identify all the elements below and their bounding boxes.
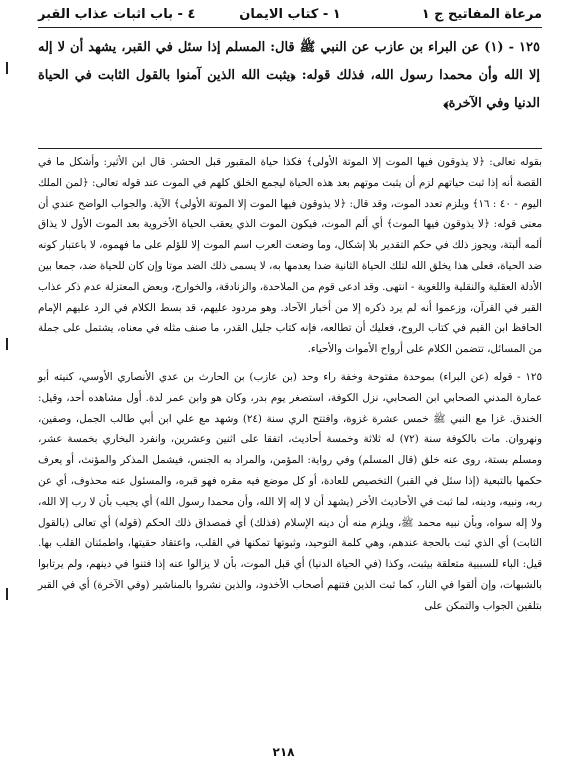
margin-mark: [6, 62, 8, 74]
margin-mark: [6, 338, 8, 350]
running-header: [38, 4, 542, 26]
header-volume: مرعاة المفاتيح ج ١: [421, 7, 542, 22]
separator-rule: [38, 148, 542, 149]
commentary-hadith-125: ١٢٥ - قوله (عن البراء) بموحدة مفتوحة وخفة راء وحد (بن عازب) بن الحارث بن عدي الأنصاري الأوسي، كنيته أبو عمارة المدني الصحابي ابن الصحابي، نزل الكوفة، استصغر يوم بدر، وكان هو وابن عمر لدة. أول مشاهده أحد، وقيل: الخندق. غزا مع النبي ﷺ خمس عشرة غزوة، وافتتح الري سنة (٢٤) وشهد مع علي ابن أبي طالب الجمل، وصفين، ونهروان. مات بالكوفة سنة (٧٢) له ثلاثة وخمسة أحاديث، اتفقا على اثنين وعشرين، وانفرد البخاري بخمسة عشر، ومسلم بستة، روى عنه خلق (قال المسلم) وفي رواية: المؤمن، والمراد به الجنس، فيشمل المذكر والمؤنث، أو يعرف حكمها بالتبعية (إذا سئل في القبر) التخصيص للعادة، أو كل موضع فيه مقره فهو قبره، والمسئول عنه محذوف، أي عن ربه، ونبيه، ودينه، لما ثبت في الأحاديث الأخر (يشهد أن لا إله إلا الله، وأن محمدا رسول الله) أي يجيب بأن لا رب إلا الله، ولا إله سواه، وبأن نبيه محمد ﷺ، ويلزم منه أن دينه الإسلام (فذلك) أي فمصداق ذلك الحكم (قوله) أي تعالى (بالقول الثابت) أي الذي ثبت بالحجة عندهم، وهي كلمة التوحيد، وثبوتها تمكنها في القلب، واعتقاد حقيتها، واطمئنان القلب بها. قيل: الباء للسببية متعلقة بيثبت، وكذا (في الحياة الدنيا) أي قبل الموت، بأن لا يزالوا عنه إذا فتنوا في دينهم، ولم يرتابوا بالشبهات، وإن ألقوا في النار، كما ثبت الذين فتنهم أصحاب الأخدود، والذين نشروا بالمناشير (وفي الآخرة) أي في القبر بتلقين الجواب والتمكن على: [38, 371, 543, 612]
commentary-continued: بقوله تعالى: ﴿لا يذوقون فيها الموت إلا الموتة الأولى﴾ فكذا حياة المقبور قبل الحشر. قال ابن الأثير: وأشكل ما في القصة أنه إذا ثبت حياتهم لزم أن يثبت موتهم بعد هذه الحياة ليجمع الخلق كلهم في الموت عند قوله تعالى: ﴿لمن الملك اليوم - ٤٠ : ١٦﴾ ويلزم تعدد الموت، وقد قال: ﴿لا يذوقون فيها الموت إلا الموتة الأولى﴾ الآية. والجواب الواضح عندي أن معنى قوله: ﴿لا يذوقون فيها الموت﴾ أي ألم الموت، فيكون الموت الذي يعقب الحياة الأخروية بعد الموت الأول لا يذاق ألمه ألبتة، ويجوز ذلك في حكم التقدير بلا إشكال، وما وضعت العرب اسم الموت إلا للؤلم على ما فهموه، لا باعتبار كونه ضد الحياة، فعلى هذا يخلق الله لتلك الحياة الثانية ضدا يعدمها به، لا يسمى ذلك الضد موتا وإن كان للحياة ضد، جمعا بين الأدلة العقلية والنقلية واللغوية - انتهى. وقد ادعى قوم من الملاحدة، والزنادقة، والخوارج، وبعض المعتزلة عدم ذكر عذاب القبر في القرآن، وزعموا أنه لم يرد ذكره إلا من أخبار الآحاد. وهو مردود عليهم، قد بسط الكلام في الرد عليهم الإمام الحافظ ابن القيم في كتاب الروح، فعليك أن تطالعه، فإنه كتاب جليل القدر، ما صنف مثله في معناه، يشتمل على جملة من المسائل، تتضمن الكلام على أرواح الأموات والأحياء.: [38, 156, 543, 356]
page-number: ٢١٨: [272, 745, 295, 759]
header-rule: [38, 27, 542, 28]
header-book: ١ - كتاب الايمان: [239, 7, 341, 22]
margin-mark: [6, 588, 8, 600]
hadith-text: ١٢٥ - (١) عن البراء بن عازب عن النبي ﷺ قال: المسلم إذا سئل في القبر، يشهد أن لا إله إلا الله وأن محمدا رسول الله، فذلك قوله: ﴿يثبت الله الذين آمنوا بالقول الثابت في الحياة الدنيا وفي الآخرة﴾: [38, 40, 540, 111]
header-chapter: ٤ - باب اثبات عذاب القبر: [38, 7, 196, 22]
